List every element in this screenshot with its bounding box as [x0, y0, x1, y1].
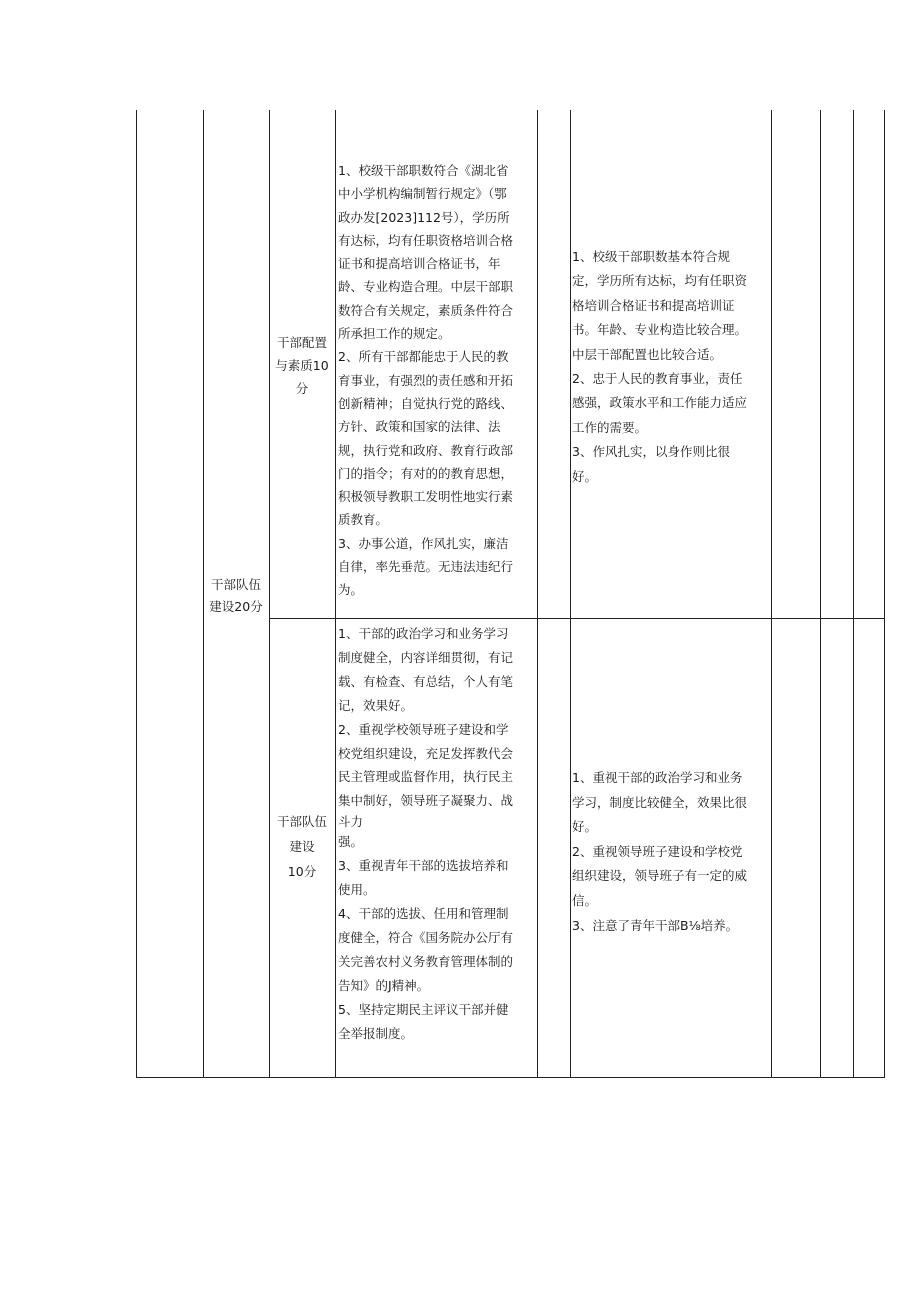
category-label: 干部队伍 [210, 577, 261, 592]
evaluation-line: 2、忠于人民的教育事业，责任 [572, 371, 743, 387]
table-border-left [136, 110, 137, 1077]
standard-line: 强。 [338, 834, 364, 850]
standard-line: 关完善农村义务教育管理体制的 [338, 953, 514, 969]
standard-line: 度健全，符合《国务院办公厅有 [338, 929, 514, 945]
standard-line: 有达标，均有任职资格培训合格 [338, 232, 514, 248]
standard-line: 民主管理或监督作用，执行民主 [338, 769, 514, 785]
item-label: 分 [295, 381, 309, 396]
evaluation-line: 组织建设，领导班子有一定的威 [572, 868, 748, 884]
standard-line: 育事业，有强烈的责任感和开拓 [338, 372, 514, 388]
standard-line: 规，执行党和政府、教育行政部 [338, 442, 514, 458]
standard-line: 集中制好，领导班子凝聚力、战 [338, 793, 514, 809]
evaluation-line: 好。 [572, 819, 598, 835]
evaluation-cell-staffing [572, 245, 771, 489]
standard-line: 2、所有干部都能忠于人民的教 [338, 349, 509, 365]
standard-line: 中小学机构编制暂行规定》（鄂 [338, 186, 507, 202]
table-divider [335, 110, 336, 1077]
evaluation-line: 工作的需要。 [572, 419, 648, 435]
evaluation-line: 书。年龄、专业构造比较合理。 [572, 322, 748, 338]
standard-line: 5、坚持定期民主评议干部并健 [338, 1001, 509, 1017]
row-separator [269, 618, 885, 619]
standard-line: 全举报制度。 [338, 1025, 414, 1041]
standard-line: 证书和提高培训合格证书，年 [338, 256, 501, 272]
standard-line: 为。 [338, 582, 364, 598]
evaluation-line: 定，学历所有达标，均有任职资 [572, 273, 748, 289]
item-cell-staffing [269, 331, 335, 400]
table-divider [820, 110, 821, 1077]
evaluation-line: 1、校级干部职数基本符合规 [572, 249, 730, 264]
evaluation-line: 格培训合格证书和提高培训证 [572, 297, 735, 313]
standard-line: 政办发[2023]112号），学历所 [338, 209, 510, 225]
standard-line: 质教育。 [338, 512, 389, 528]
standard-line: 校党组织建设，充足发挥教代会 [338, 745, 514, 761]
table-divider [570, 110, 571, 1077]
standard-line: 创新精神；自觉执行党的路线、 [338, 395, 514, 411]
evaluation-line: 3、注意了青年干部B⅛培养。 [572, 917, 739, 933]
table-border-right [884, 110, 885, 1077]
standard-line: 1、校级干部职数符合《湖北省 [338, 163, 509, 178]
table-divider [853, 110, 854, 1077]
standard-line: 所承担工作的规定。 [338, 326, 451, 342]
standard-line: 门的指令；有对的的教育思想， [338, 465, 514, 481]
item-label: 与素质10 [275, 358, 329, 373]
standard-line: 3、重视青年干部的选拔培养和 [338, 858, 509, 874]
category-cell [203, 574, 269, 618]
standard-line: 斗力 [338, 814, 364, 830]
evaluation-line: 3、作风扎实，以身作则比很 [572, 444, 730, 460]
standard-line: 使用。 [338, 882, 376, 898]
standard-line: 载、有检查、有总结，个人有笔 [338, 673, 514, 689]
evaluation-line: 好。 [572, 468, 598, 484]
standard-line: 积极领导教职工发明性地实行素 [338, 489, 514, 505]
category-label: 建设20分 [209, 599, 263, 614]
evaluation-line: 1、重视干部的政治学习和业务 [572, 770, 743, 785]
item-label: 建设 [289, 839, 315, 854]
standard-line: 记，效果好。 [338, 697, 414, 713]
item-label: 干部队伍 [276, 814, 327, 829]
standard-line: 方针、政策和国家的法律、法 [338, 419, 501, 435]
table-divider [537, 110, 538, 1077]
evaluation-line: 中层干部配置也比较合适。 [572, 346, 723, 362]
standard-line: 制度健全，内容详细贯彻，有记 [338, 649, 514, 665]
evaluation-cell-team-building [572, 766, 771, 938]
item-label: 干部配置 [276, 335, 327, 350]
evaluation-line: 学习，制度比较健全，效果比很 [572, 794, 748, 810]
evaluation-line: 信。 [572, 892, 598, 908]
standard-line: 自律，率先垂范。无违法违纪行 [338, 559, 514, 575]
standard-line: 2、重视学校领导班子建设和学 [338, 721, 509, 737]
table-divider [771, 110, 772, 1077]
standard-cell-team-building [338, 622, 537, 1045]
standard-line: 告知》的J精神。 [338, 977, 430, 993]
standard-line: 1、干部的政治学习和业务学习 [338, 626, 509, 641]
item-label: 10分 [287, 864, 317, 879]
standard-line: 4、干部的选拔、任用和管理制 [338, 905, 509, 921]
item-cell-team-building [269, 809, 335, 884]
standard-line: 数符合有关规定，素质条件符合 [338, 302, 514, 318]
standard-cell-staffing [338, 159, 537, 602]
evaluation-line: 2、重视领导班子建设和学校党 [572, 843, 743, 859]
table-divider [269, 110, 270, 1077]
evaluation-line: 感强，政策水平和工作能力适应 [572, 395, 748, 411]
standard-line: 3、办事公道，作风扎实，廉洁 [338, 535, 509, 551]
table-border-bottom [136, 1077, 885, 1078]
standard-line: 龄、专业构造合理。中层干部职 [338, 279, 514, 295]
